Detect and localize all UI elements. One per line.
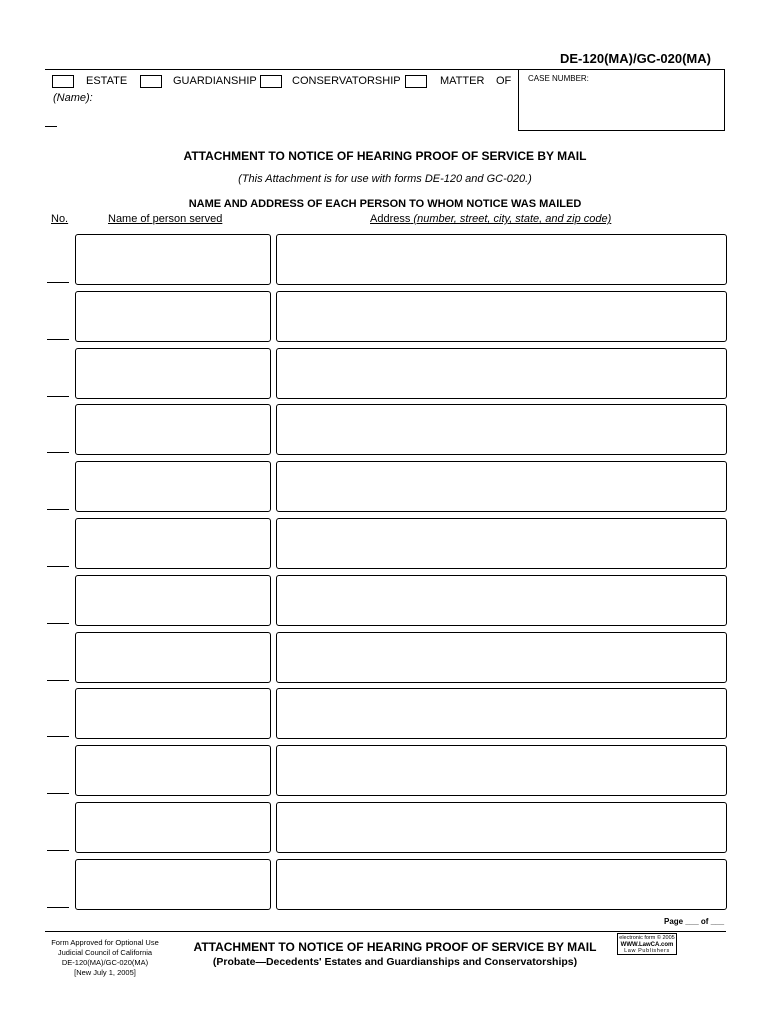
address-field[interactable] <box>276 404 727 455</box>
column-header-no: No. <box>51 213 69 225</box>
entry-row <box>45 461 727 512</box>
address-header-hint: (number, street, city, state, and zip code) <box>413 213 612 225</box>
person-name-field[interactable] <box>75 348 271 399</box>
address-field[interactable] <box>276 632 727 683</box>
entry-row <box>45 291 727 342</box>
row-number-field[interactable] <box>47 339 69 340</box>
approval-line: Form Approved for Optional Use <box>51 938 159 947</box>
column-header-address <box>370 213 611 225</box>
matter-label: MATTER <box>440 75 485 87</box>
of-label: OF <box>496 75 512 87</box>
person-name-field[interactable] <box>75 802 271 853</box>
entry-row <box>45 518 727 569</box>
address-field[interactable] <box>276 461 727 512</box>
address-field[interactable] <box>276 291 727 342</box>
person-name-field[interactable] <box>75 688 271 739</box>
name-label: (Name): <box>53 92 93 104</box>
row-number-field[interactable] <box>47 736 69 737</box>
entry-row <box>45 632 727 683</box>
case-number-label: CASE NUMBER: <box>528 74 589 83</box>
section-heading: NAME AND ADDRESS OF EACH PERSON TO WHOM NOTICE WAS MAILED <box>188 198 582 210</box>
entry-row <box>45 404 727 455</box>
row-number-field[interactable] <box>47 452 69 453</box>
footer-title: ATTACHMENT TO NOTICE OF HEARING PROOF OF SERVICE BY MAIL <box>193 940 597 954</box>
entry-row <box>45 802 727 853</box>
row-number-field[interactable] <box>47 793 69 794</box>
person-name-field[interactable] <box>75 461 271 512</box>
page-counter: Page ___ of ___ <box>664 917 725 926</box>
form-number: DE-120(MA)/GC-020(MA) <box>560 51 711 66</box>
page-title: ATTACHMENT TO NOTICE OF HEARING PROOF OF SERVICE BY MAIL <box>183 149 587 163</box>
address-field[interactable] <box>276 859 727 910</box>
approval-line: DE-120(MA)/GC-020(MA) <box>61 958 149 967</box>
column-header-name: Name of person served <box>108 213 223 225</box>
publisher-stamp <box>617 933 677 955</box>
row-number-field[interactable] <box>47 623 69 624</box>
entry-row <box>45 859 727 910</box>
person-name-field[interactable] <box>75 291 271 342</box>
entry-row <box>45 348 727 399</box>
stamp-publisher: Law Publishers <box>624 948 670 954</box>
entry-row <box>45 745 727 796</box>
matter-checkbox[interactable] <box>405 75 427 88</box>
person-name-field[interactable] <box>75 859 271 910</box>
entry-row <box>45 234 727 285</box>
person-name-field[interactable] <box>75 404 271 455</box>
entry-row <box>45 688 727 739</box>
address-field[interactable] <box>276 518 727 569</box>
page-subtitle: (This Attachment is for use with forms DE-120 and GC-020.) <box>238 173 532 185</box>
address-field[interactable] <box>276 348 727 399</box>
person-name-field[interactable] <box>75 632 271 683</box>
approval-block <box>45 938 165 978</box>
person-name-field[interactable] <box>75 234 271 285</box>
row-number-field[interactable] <box>47 680 69 681</box>
stamp-copyright: electronic form © 2005 <box>619 935 675 941</box>
address-header-text: Address <box>370 213 411 225</box>
approval-line: [New July 1, 2005] <box>74 968 136 977</box>
stamp-url: WWW.LawCA.com <box>620 941 674 948</box>
row-number-field[interactable] <box>47 396 69 397</box>
row-number-field[interactable] <box>47 509 69 510</box>
person-name-field[interactable] <box>75 518 271 569</box>
row-number-field[interactable] <box>47 282 69 283</box>
footer-divider <box>45 931 726 932</box>
conservatorship-checkbox[interactable] <box>260 75 282 88</box>
address-field[interactable] <box>276 575 727 626</box>
person-name-field[interactable] <box>75 575 271 626</box>
row-number-field[interactable] <box>47 566 69 567</box>
row-number-field[interactable] <box>47 850 69 851</box>
footer-subtitle: (Probate—Decedents' Estates and Guardianships and Conservatorships) <box>212 956 578 968</box>
entry-row <box>45 575 727 626</box>
conservatorship-label: CONSERVATORSHIP <box>292 75 401 87</box>
approval-line: Judicial Council of California <box>57 948 153 957</box>
address-field[interactable] <box>276 745 727 796</box>
address-field[interactable] <box>276 802 727 853</box>
caption-tick <box>45 126 57 127</box>
guardianship-checkbox[interactable] <box>140 75 162 88</box>
guardianship-label: GUARDIANSHIP <box>173 75 257 87</box>
address-field[interactable] <box>276 688 727 739</box>
estate-label: ESTATE <box>86 75 128 87</box>
estate-checkbox[interactable] <box>52 75 74 88</box>
address-field[interactable] <box>276 234 727 285</box>
row-number-field[interactable] <box>47 907 69 908</box>
person-name-field[interactable] <box>75 745 271 796</box>
